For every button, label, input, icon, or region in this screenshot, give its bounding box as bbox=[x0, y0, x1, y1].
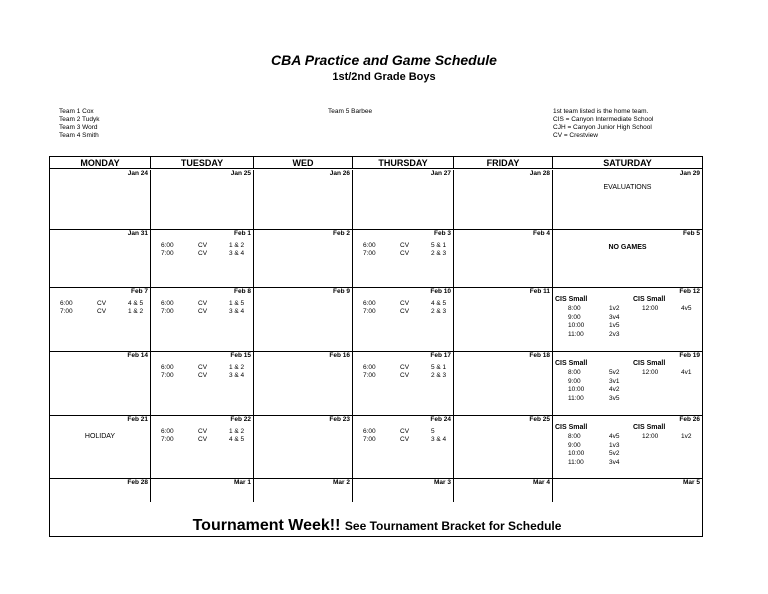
team-entry: Team 4 Smith bbox=[59, 132, 99, 139]
day-cell bbox=[454, 288, 553, 352]
legend-notes bbox=[553, 108, 653, 140]
cell-date: Feb 18 bbox=[529, 352, 550, 359]
game-teams: 1 & 2 bbox=[229, 242, 245, 249]
game-time: 12:00 bbox=[642, 305, 659, 312]
game-time: 11:00 bbox=[568, 330, 584, 338]
game-location: CV bbox=[400, 428, 410, 435]
game-matchup: 1v3 bbox=[609, 441, 620, 449]
game-location: CV bbox=[400, 242, 410, 249]
page-title: CBA Practice and Game Schedule bbox=[271, 52, 497, 68]
cell-date: Feb 14 bbox=[127, 352, 148, 359]
game-time: 9:00 bbox=[568, 377, 581, 385]
game-time: 12:00 bbox=[642, 433, 659, 440]
game-matchup: 3v4 bbox=[609, 313, 620, 321]
day-cell bbox=[254, 170, 353, 230]
game-time: 10:00 bbox=[568, 386, 585, 393]
team-list-left bbox=[59, 108, 99, 140]
game-time: 7:00 bbox=[363, 308, 376, 315]
game-location: CV bbox=[198, 242, 208, 249]
day-cell bbox=[553, 479, 702, 502]
team-entry: Team 2 Tudyk bbox=[59, 116, 100, 123]
page-subtitle: 1st/2nd Grade Boys bbox=[332, 71, 436, 83]
game-location: CV bbox=[97, 300, 107, 307]
day-cell bbox=[151, 230, 254, 288]
game-matchup: 4v1 bbox=[681, 369, 692, 376]
game-time: 8:00 bbox=[568, 433, 581, 440]
saturday-location-right: CIS Small bbox=[633, 360, 666, 367]
game-matchup: 3v4 bbox=[609, 458, 620, 466]
cell-date: Feb 1 bbox=[234, 230, 251, 237]
cell-date: Feb 26 bbox=[679, 416, 700, 423]
game-location: CV bbox=[400, 250, 410, 257]
game-matchup: 4v5 bbox=[681, 305, 692, 312]
saturday-location-right: CIS Small bbox=[633, 424, 666, 431]
cell-date: Mar 3 bbox=[434, 479, 451, 486]
cell-date: Jan 28 bbox=[529, 170, 550, 177]
game-time: 6:00 bbox=[60, 300, 73, 307]
game-matchup: 3v5 bbox=[609, 394, 620, 402]
game-time: 6:00 bbox=[161, 364, 174, 371]
day-header-tuesday: TUESDAY bbox=[151, 157, 254, 169]
cell-date: Jan 24 bbox=[127, 170, 148, 177]
cell-date: Feb 10 bbox=[430, 288, 451, 295]
day-cell bbox=[353, 230, 454, 288]
day-header-friday: FRIDAY bbox=[454, 157, 553, 169]
game-location: CV bbox=[198, 436, 208, 443]
day-header-thursday: THURSDAY bbox=[353, 157, 454, 169]
game-matchup: 3v1 bbox=[609, 377, 620, 385]
saturday-location-left: CIS Small bbox=[555, 296, 588, 303]
cell-date: Feb 7 bbox=[131, 288, 148, 295]
game-time: 6:00 bbox=[363, 300, 376, 307]
game-location: CV bbox=[198, 372, 208, 379]
cell-date: Feb 17 bbox=[430, 352, 451, 359]
cell-date: Feb 22 bbox=[230, 416, 251, 423]
day-cell bbox=[254, 416, 353, 479]
game-time: 7:00 bbox=[363, 372, 376, 379]
tournament-bracket-note: See Tournament Bracket for Schedule bbox=[344, 519, 562, 533]
game-teams: 5 bbox=[431, 428, 435, 435]
team-entry: Team 3 Word bbox=[59, 124, 98, 131]
game-matchup: 4v5 bbox=[609, 433, 620, 440]
saturday-label: NO GAMES bbox=[608, 244, 647, 251]
legend-note: CJH = Canyon Junior High School bbox=[553, 124, 652, 131]
game-time: 8:00 bbox=[568, 369, 581, 376]
day-cell bbox=[50, 170, 151, 230]
legend-note: CIS = Canyon Intermediate School bbox=[553, 116, 654, 123]
game-time: 7:00 bbox=[363, 250, 376, 257]
game-time: 11:00 bbox=[568, 394, 584, 402]
cell-date: Feb 11 bbox=[529, 288, 550, 295]
cell-date: Feb 2 bbox=[333, 230, 350, 237]
game-time: 11:00 bbox=[568, 458, 584, 466]
game-matchup: 5v2 bbox=[609, 369, 620, 376]
day-cell bbox=[454, 416, 553, 479]
game-location: CV bbox=[198, 250, 208, 257]
day-cell bbox=[151, 479, 254, 502]
schedule-calendar bbox=[49, 156, 703, 537]
day-cell bbox=[454, 479, 553, 502]
day-cell bbox=[553, 352, 702, 416]
cell-date: Feb 8 bbox=[234, 288, 251, 295]
game-time: 6:00 bbox=[161, 428, 174, 435]
cell-date: Feb 16 bbox=[329, 352, 350, 359]
game-teams: 3 & 4 bbox=[229, 372, 245, 379]
game-matchup: 4v2 bbox=[609, 386, 620, 393]
day-cell bbox=[454, 352, 553, 416]
game-teams: 4 & 5 bbox=[431, 300, 447, 307]
cell-date: Mar 2 bbox=[333, 479, 350, 486]
game-time: 6:00 bbox=[161, 300, 174, 307]
day-cell bbox=[553, 288, 702, 352]
day-cell bbox=[553, 416, 702, 479]
cell-date: Feb 25 bbox=[529, 416, 550, 423]
day-cell bbox=[254, 479, 353, 502]
game-teams: 3 & 4 bbox=[431, 436, 447, 443]
game-time: 8:00 bbox=[568, 305, 581, 312]
cell-date: Feb 24 bbox=[430, 416, 451, 423]
day-cell bbox=[353, 479, 454, 502]
game-teams: 4 & 5 bbox=[229, 436, 245, 443]
game-teams: 2 & 3 bbox=[431, 250, 447, 257]
cell-date: Feb 15 bbox=[230, 352, 251, 359]
game-teams: 1 & 2 bbox=[229, 364, 245, 371]
cell-date: Jan 31 bbox=[127, 230, 148, 237]
game-teams: 5 & 1 bbox=[431, 364, 447, 371]
game-location: CV bbox=[400, 364, 410, 371]
cell-date: Mar 5 bbox=[683, 479, 700, 486]
team-list-middle bbox=[328, 108, 372, 116]
cell-date: Jan 29 bbox=[679, 170, 700, 177]
game-location: CV bbox=[400, 372, 410, 379]
cell-date: Mar 1 bbox=[234, 479, 251, 486]
game-time: 7:00 bbox=[161, 250, 174, 257]
game-location: CV bbox=[400, 300, 410, 307]
cell-date: Mar 4 bbox=[533, 479, 550, 486]
day-cell bbox=[353, 352, 454, 416]
legend-note: 1st team listed is the home team. bbox=[553, 108, 649, 115]
game-location: CV bbox=[198, 300, 208, 307]
game-location: CV bbox=[198, 364, 208, 371]
tournament-week-label: Tournament Week!! bbox=[192, 517, 341, 534]
cell-date: Feb 19 bbox=[679, 352, 700, 359]
game-location: CV bbox=[400, 308, 410, 315]
game-location: CV bbox=[400, 436, 410, 443]
game-time: 6:00 bbox=[363, 242, 376, 249]
game-time: 7:00 bbox=[363, 436, 376, 443]
game-teams: 4 & 5 bbox=[128, 300, 144, 307]
cell-date: Feb 28 bbox=[127, 479, 148, 486]
game-time: 7:00 bbox=[161, 372, 174, 379]
cell-date: Feb 4 bbox=[533, 230, 550, 237]
saturday-location-left: CIS Small bbox=[555, 424, 588, 431]
game-teams: 3 & 4 bbox=[229, 250, 245, 257]
game-time: 10:00 bbox=[568, 450, 585, 457]
day-cell bbox=[454, 230, 553, 288]
day-header-wed: WED bbox=[254, 157, 353, 169]
game-matchup: 1v2 bbox=[609, 305, 620, 312]
day-header-saturday: SATURDAY bbox=[553, 157, 702, 169]
legend-note: CV = Crestview bbox=[553, 132, 598, 139]
saturday-location-left: CIS Small bbox=[555, 360, 588, 367]
game-time: 6:00 bbox=[363, 364, 376, 371]
cell-date: Jan 27 bbox=[430, 170, 451, 177]
saturday-location-right: CIS Small bbox=[633, 296, 666, 303]
day-cell bbox=[254, 230, 353, 288]
game-time: 7:00 bbox=[60, 308, 73, 315]
team-entry: Team 1 Cox bbox=[59, 108, 94, 115]
game-time: 12:00 bbox=[642, 369, 659, 376]
game-time: 10:00 bbox=[568, 322, 585, 329]
tournament-footer bbox=[50, 517, 704, 535]
day-cell bbox=[50, 479, 151, 502]
cell-date: Jan 26 bbox=[329, 170, 350, 177]
game-time: 9:00 bbox=[568, 313, 581, 321]
game-location: CV bbox=[198, 308, 208, 315]
game-time: 7:00 bbox=[161, 308, 174, 315]
game-teams: 1 & 5 bbox=[229, 300, 245, 307]
day-cell bbox=[353, 170, 454, 230]
day-header-monday: MONDAY bbox=[50, 157, 151, 169]
game-time: 6:00 bbox=[363, 428, 376, 435]
saturday-label: EVALUATIONS bbox=[603, 184, 652, 191]
day-cell bbox=[50, 416, 151, 479]
cell-date: Feb 23 bbox=[329, 416, 350, 423]
game-matchup: 5v2 bbox=[609, 450, 620, 457]
game-matchup: 1v5 bbox=[609, 322, 620, 329]
day-cell bbox=[353, 416, 454, 479]
day-cell bbox=[151, 352, 254, 416]
day-cell bbox=[353, 288, 454, 352]
day-cell bbox=[151, 288, 254, 352]
game-teams: 3 & 4 bbox=[229, 308, 245, 315]
game-matchup: 1v2 bbox=[681, 433, 692, 440]
game-teams: 5 & 1 bbox=[431, 242, 447, 249]
game-teams: 1 & 2 bbox=[128, 308, 144, 315]
cell-date: Feb 12 bbox=[679, 288, 700, 295]
day-cell bbox=[254, 352, 353, 416]
game-time: 9:00 bbox=[568, 441, 581, 449]
game-matchup: 2v3 bbox=[609, 330, 620, 338]
day-cell bbox=[454, 170, 553, 230]
day-cell bbox=[50, 288, 151, 352]
team-entry: Team 5 Barbee bbox=[328, 108, 373, 115]
game-teams: 1 & 2 bbox=[229, 428, 245, 435]
game-teams: 2 & 3 bbox=[431, 372, 447, 379]
game-location: CV bbox=[198, 428, 208, 435]
game-time: 7:00 bbox=[161, 436, 174, 443]
day-cell bbox=[50, 230, 151, 288]
day-cell bbox=[254, 288, 353, 352]
cell-date: Feb 9 bbox=[333, 288, 350, 295]
holiday-label: HOLIDAY bbox=[84, 433, 116, 440]
day-cell bbox=[553, 170, 702, 230]
cell-date: Feb 5 bbox=[683, 230, 700, 237]
cell-date: Jan 25 bbox=[230, 170, 251, 177]
cell-date: Feb 3 bbox=[434, 230, 451, 237]
day-cell bbox=[553, 230, 702, 288]
game-time: 6:00 bbox=[161, 242, 174, 249]
cell-date: Feb 21 bbox=[127, 416, 148, 423]
game-location: CV bbox=[97, 308, 107, 315]
day-cell bbox=[50, 352, 151, 416]
day-cell bbox=[151, 170, 254, 230]
day-cell bbox=[151, 416, 254, 479]
game-teams: 2 & 3 bbox=[431, 308, 447, 315]
